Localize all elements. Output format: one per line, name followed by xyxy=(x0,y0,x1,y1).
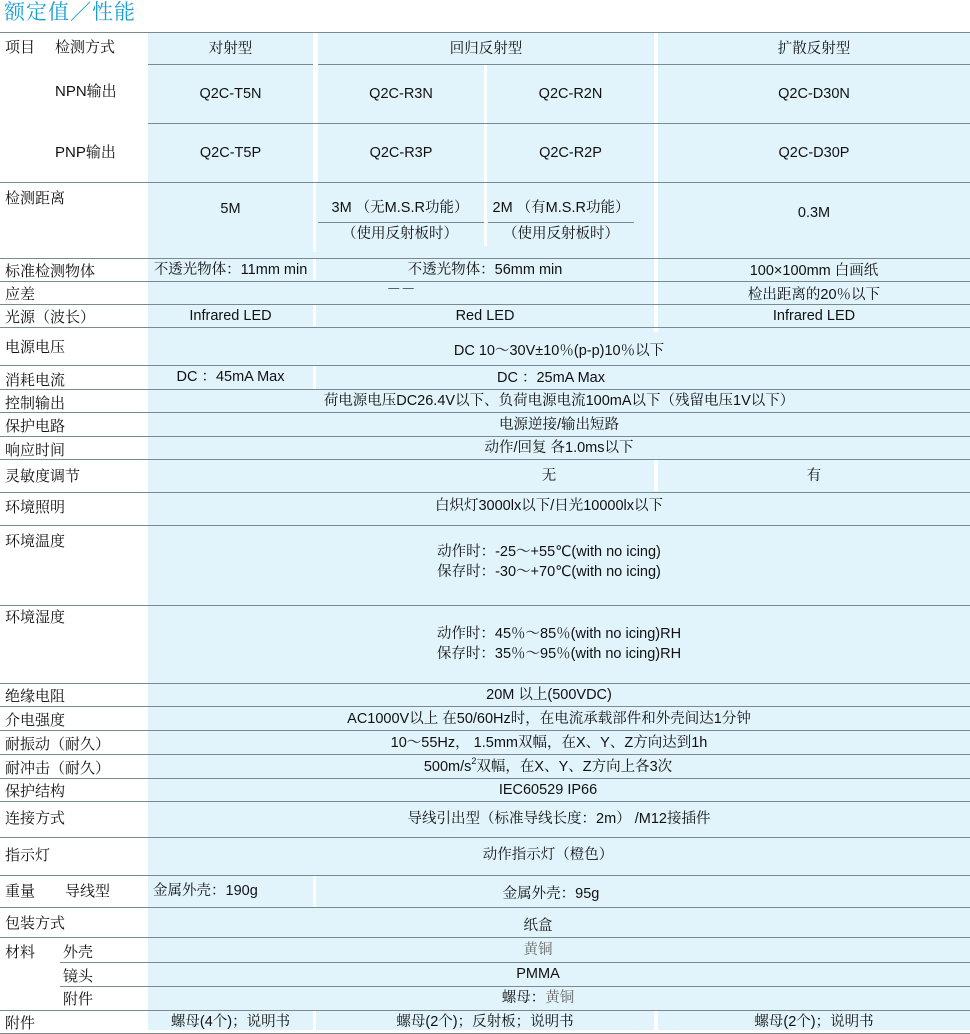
connection-label: 连接方式 xyxy=(5,810,66,827)
light-diffuse: Infrared LED xyxy=(772,308,856,324)
std-object-retro: 不透光物体：56mm min xyxy=(407,261,563,278)
shock-value-b: 双幅，在X、Y、Z方向上各3次 xyxy=(476,758,673,775)
shock-value-a: 500m/s xyxy=(423,758,472,775)
weight-sub-label: 导线型 xyxy=(65,883,111,900)
sensitivity-yes: 有 xyxy=(806,468,822,484)
indicator-label: 指示灯 xyxy=(5,847,51,864)
distance-r2-b: （使用反射板时） xyxy=(503,226,619,242)
material-lens: PMMA xyxy=(516,966,560,982)
humid-operating: 动作时：45％～85％(with no icing)RH xyxy=(436,626,682,642)
illum-label: 环境照明 xyxy=(5,499,66,516)
distance-r3-a: 3M （无M.S.R功能） xyxy=(331,200,469,216)
humid-storage: 保存时：35％～95％(with no icing)RH xyxy=(436,646,682,662)
dielectric-value: AC1000V以上 在50/60Hz时，在电流承载部件和外壳间达1分钟 xyxy=(347,710,751,727)
humid-values xyxy=(148,622,970,666)
temp-storage: 保存时：-30～+70℃(with no icing) xyxy=(437,564,661,580)
package-label: 包装方式 xyxy=(5,915,66,932)
weight-rest: 金属外壳：95g xyxy=(502,886,600,902)
std-object-thru: 不透光物体：11mm min xyxy=(153,261,308,278)
material-acc-a: 螺母： xyxy=(501,990,546,1006)
response-label: 响应时间 xyxy=(5,442,66,459)
temp-label: 环境温度 xyxy=(5,533,66,550)
model-pnp-t5p: Q2C-T5P xyxy=(199,144,262,161)
std-object-label: 标准检测物体 xyxy=(5,263,96,280)
method-label: 检测方式 xyxy=(55,39,116,56)
light-label: 光源（波长） xyxy=(5,309,96,326)
weight-label: 重量 xyxy=(5,883,36,900)
control-label: 控制输出 xyxy=(5,395,66,412)
distance-r2-a: 2M （有M.S.R功能） xyxy=(492,200,630,216)
protect-value: 电源逆接/输出短路 xyxy=(498,416,620,433)
current-rest: DC ：25mA Max xyxy=(497,370,605,386)
shock-sup: 2 xyxy=(471,756,477,766)
sensitivity-none: 无 xyxy=(541,468,557,484)
insul-value: 20M 以上(500VDC) xyxy=(486,686,612,703)
distance-label: 检测距离 xyxy=(5,190,66,207)
material-case: 黄铜 xyxy=(523,942,553,958)
vibration-value: 10～55Hz， 1.5mm双幅，在X、Y、Z方向达到1h xyxy=(390,734,708,751)
control-value: 荷电源电压DC26.4V以下、负荷电源电流100mA以下（残留电压1V以下） xyxy=(323,393,795,409)
npn-label: NPN输出 xyxy=(55,83,117,100)
accessory-label: 附件 xyxy=(5,1015,36,1032)
accessory-diffuse: 螺母(2个)；说明书 xyxy=(754,1014,874,1030)
response-value: 动作/回复 各1.0ms以下 xyxy=(484,440,634,456)
dielectric-label: 介电强度 xyxy=(5,712,66,729)
page-title: 额定值／性能 xyxy=(4,1,136,24)
model-npn-r3n: Q2C-R3N xyxy=(369,85,433,102)
light-thru: Infrared LED xyxy=(189,308,272,324)
distance-thru: 5M xyxy=(220,201,241,217)
hysteresis-retro: －－ xyxy=(386,282,416,298)
shock-value xyxy=(148,755,948,778)
accessory-thru: 螺母(4个)；说明书 xyxy=(170,1014,291,1030)
protect-label: 保护电路 xyxy=(5,418,66,435)
pnp-label: PNP输出 xyxy=(55,144,116,161)
temp-values xyxy=(148,540,950,584)
indicator-value: 动作指示灯（橙色） xyxy=(482,847,614,863)
illum-value: 白炽灯3000lx以下/日光10000lx以下 xyxy=(434,497,664,514)
distance-diffuse: 0.3M xyxy=(797,205,831,221)
voltage-label: 电源电压 xyxy=(5,339,66,356)
hysteresis-label: 应差 xyxy=(5,286,36,303)
distance-r3-b: （使用反射板时） xyxy=(342,226,458,242)
insul-label: 绝缘电阻 xyxy=(5,688,66,705)
voltage-value: DC 10～30V±10％(p-p)10％以下 xyxy=(453,343,665,359)
model-pnp-r2p: Q2C-R2P xyxy=(539,144,602,161)
col-diffuse: 扩散反射型 xyxy=(777,40,851,57)
material-acc-label: 附件 xyxy=(63,991,94,1008)
material-acc xyxy=(148,986,928,1010)
std-object-diffuse: 100×100mm 白画纸 xyxy=(749,262,879,279)
current-thru: DC ：45mA Max xyxy=(176,369,285,385)
structure-value: IEC60529 IP66 xyxy=(498,782,598,798)
model-npn-t5n: Q2C-T5N xyxy=(199,85,262,102)
material-label: 材料 xyxy=(5,944,36,961)
col-thru-beam: 对射型 xyxy=(208,40,253,57)
material-lens-label: 镜头 xyxy=(63,968,94,985)
structure-label: 保护结构 xyxy=(5,783,66,800)
material-case-label: 外壳 xyxy=(63,944,94,961)
vibration-label: 耐振动（耐久） xyxy=(5,736,111,753)
col-retro-reflective: 回归反射型 xyxy=(449,40,523,57)
item-label: 项目 xyxy=(5,39,36,56)
model-pnp-d30p: Q2C-D30P xyxy=(778,144,850,161)
package-value: 纸盒 xyxy=(523,918,553,934)
humid-label: 环境湿度 xyxy=(5,609,66,626)
sensitivity-label: 灵敏度调节 xyxy=(5,468,81,485)
light-retro: Red LED xyxy=(455,308,515,324)
shock-label: 耐冲击（耐久） xyxy=(5,760,111,777)
connection-value: 导线引出型（标准导线长度：2m） /M12接插件 xyxy=(407,811,711,827)
accessory-retro: 螺母(2个)；反射板；说明书 xyxy=(396,1014,574,1030)
material-acc-b: 黄铜 xyxy=(545,990,575,1006)
model-npn-d30n: Q2C-D30N xyxy=(778,85,850,102)
model-pnp-r3p: Q2C-R3P xyxy=(369,144,433,161)
weight-thru: 金属外壳：190g xyxy=(153,883,258,899)
hysteresis-diffuse: 检出距离的20％以下 xyxy=(747,287,881,303)
current-label: 消耗电流 xyxy=(5,372,66,389)
model-npn-r2n: Q2C-R2N xyxy=(538,85,603,102)
temp-operating: 动作时：-25～+55℃(with no icing) xyxy=(437,544,661,560)
